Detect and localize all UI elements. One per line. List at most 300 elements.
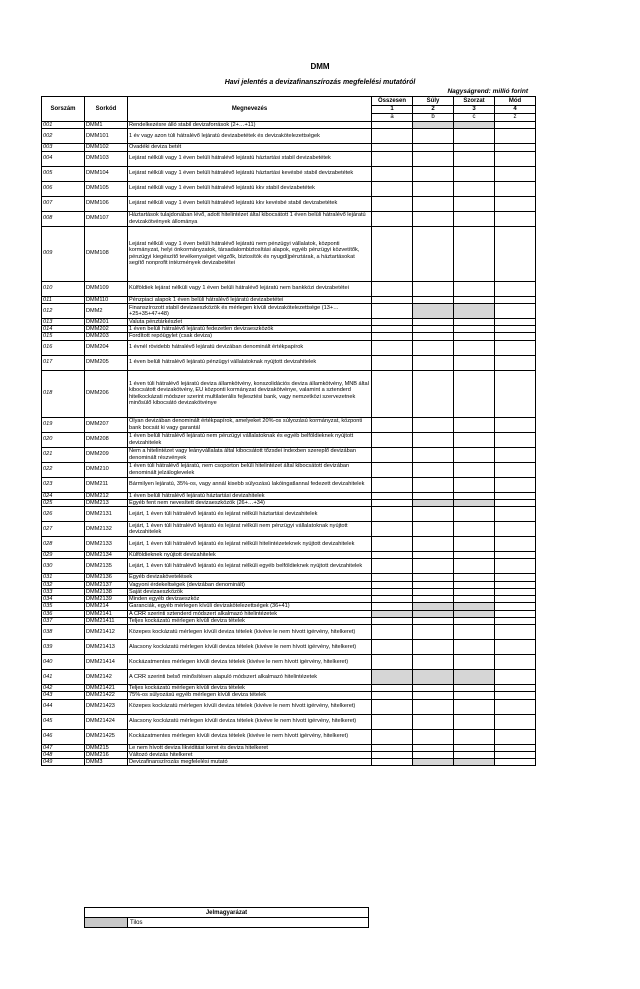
- row-megnevezes: Lejárat nélküli vagy 1 éven belüli hátralévő lejáratú nem pénzügyi vállalatok, központi kormányzat, helyi önkormányzatok, társadalombiztosítási alapok, egyéb pénzügyi közvetítők, pénzügyi kiegészítő tevékenységet végzők, biztosítók és nyugdíjpénztárak, a háztartásokat segítő nonprofit intézmények devizabetétei: [128, 226, 372, 281]
- cell-szorzat[interactable]: [454, 714, 495, 729]
- cell-mod[interactable]: [495, 166, 536, 181]
- cell-mod[interactable]: [495, 640, 536, 655]
- cell-mod[interactable]: [495, 303, 536, 318]
- cell-suly[interactable]: [413, 596, 454, 603]
- cell-osszesen[interactable]: [372, 699, 413, 714]
- cell-suly[interactable]: [413, 655, 454, 670]
- table-row: [42, 462, 536, 477]
- cell-suly[interactable]: [413, 507, 454, 522]
- table-row: [42, 537, 536, 552]
- row-sorszam: 027: [42, 522, 85, 537]
- cell-osszesen[interactable]: [372, 574, 413, 581]
- report-table: [41, 96, 536, 766]
- table-row: [42, 477, 536, 492]
- row-sorkod: DMM208: [85, 432, 128, 447]
- cell-suly[interactable]: [413, 462, 454, 477]
- cell-osszesen[interactable]: [372, 340, 413, 355]
- cell-suly[interactable]: [413, 355, 454, 370]
- cell-szorzat[interactable]: [454, 462, 495, 477]
- cell-mod[interactable]: [495, 625, 536, 640]
- cell-mod[interactable]: [495, 226, 536, 281]
- cell-osszesen[interactable]: [372, 552, 413, 559]
- cell-suly[interactable]: [413, 166, 454, 181]
- cell-suly[interactable]: [413, 699, 454, 714]
- cell-mod[interactable]: [495, 522, 536, 537]
- cell-suly[interactable]: [413, 281, 454, 296]
- cell-osszesen[interactable]: [372, 333, 413, 340]
- cell-suly[interactable]: [413, 744, 454, 751]
- cell-szorzat[interactable]: [454, 370, 495, 417]
- cell-szorzat[interactable]: [454, 432, 495, 447]
- cell-osszesen[interactable]: [372, 370, 413, 417]
- row-sorkod: DMM2141: [85, 610, 128, 617]
- row-sorkod: DMM2138: [85, 588, 128, 595]
- cell-szorzat[interactable]: [454, 151, 495, 166]
- cell-suly[interactable]: [413, 370, 454, 417]
- cell-mod[interactable]: [495, 333, 536, 340]
- cell-suly-forbidden: [413, 603, 454, 610]
- cell-szorzat[interactable]: [454, 588, 495, 595]
- row-megnevezes: Kockázatmentes mérlegen kívüli deviza tételek (kivéve le nem hívott igérvény, hitelkeret): [128, 729, 372, 744]
- row-megnevezes: Külföldiek lejárat nélküli vagy 1 éven belüli hátralévő lejáratú nem bankközi devizabetétei: [128, 281, 372, 296]
- cell-osszesen[interactable]: [372, 226, 413, 281]
- cell-suly[interactable]: [413, 552, 454, 559]
- cell-mod[interactable]: [495, 129, 536, 144]
- row-sorkod: DMM2136: [85, 574, 128, 581]
- cell-suly-forbidden: [413, 122, 454, 129]
- cell-szorzat[interactable]: [454, 685, 495, 692]
- cell-suly[interactable]: [413, 477, 454, 492]
- cell-osszesen[interactable]: [372, 751, 413, 758]
- cell-szorzat[interactable]: [454, 692, 495, 699]
- cell-mod[interactable]: [495, 318, 536, 325]
- cell-suly[interactable]: [413, 729, 454, 744]
- cell-mod[interactable]: [495, 751, 536, 758]
- cell-suly[interactable]: [413, 581, 454, 588]
- cell-mod[interactable]: [495, 685, 536, 692]
- row-megnevezes: Finanszírozott stabil devizaeszközök és mérlegen kívüli devizakötelezettsége (13+…+25+35+47+48): [128, 303, 372, 318]
- table-row: [42, 640, 536, 655]
- cell-osszesen[interactable]: [372, 588, 413, 595]
- row-sorszam: 033: [42, 588, 85, 595]
- cell-mod[interactable]: [495, 296, 536, 303]
- cell-mod[interactable]: [495, 744, 536, 751]
- row-megnevezes: Devizafinanszírozás megfelelési mutató: [128, 759, 372, 766]
- cell-suly[interactable]: [413, 326, 454, 333]
- table-row: [42, 151, 536, 166]
- row-sorszam: 045: [42, 714, 85, 729]
- cell-suly[interactable]: [413, 144, 454, 151]
- cell-szorzat[interactable]: [454, 318, 495, 325]
- table-row: [42, 507, 536, 522]
- cell-szorzat[interactable]: [454, 492, 495, 499]
- row-sorszam: 031: [42, 574, 85, 581]
- cell-mod[interactable]: [495, 462, 536, 477]
- cell-mod[interactable]: [495, 559, 536, 574]
- row-megnevezes: Egyéb devizakövetelések: [128, 574, 372, 581]
- row-sorkod: DMM109: [85, 281, 128, 296]
- cell-szorzat[interactable]: [454, 355, 495, 370]
- row-megnevezes: Lejárat nélküli vagy 1 éven belüli hátralévő lejáratú kkv stabil devizabetétek: [128, 181, 372, 196]
- cell-szorzat[interactable]: [454, 640, 495, 655]
- cell-szorzat[interactable]: [454, 625, 495, 640]
- cell-osszesen[interactable]: [372, 477, 413, 492]
- row-sorszam: 038: [42, 625, 85, 640]
- cell-osszesen[interactable]: [372, 714, 413, 729]
- cell-szorzat[interactable]: [454, 296, 495, 303]
- cell-osszesen[interactable]: [372, 692, 413, 699]
- cell-mod[interactable]: [495, 499, 536, 506]
- cell-suly[interactable]: [413, 296, 454, 303]
- row-sorkod: DMM210: [85, 462, 128, 477]
- cell-osszesen[interactable]: [372, 617, 413, 624]
- header-letter-c: c: [454, 114, 495, 122]
- cell-osszesen[interactable]: [372, 685, 413, 692]
- row-sorkod: DMM212: [85, 492, 128, 499]
- row-megnevezes: Nem a hitelintézet vagy leányvállalata által kibocsátott tőzsdei indexben szereplő devizában denominált részvények: [128, 447, 372, 462]
- row-megnevezes: Garanciák, egyéb mérlegen kívüli devizakötelezettségek (36+41): [128, 603, 372, 610]
- row-sorszam: 002: [42, 129, 85, 144]
- row-megnevezes: 1 éven túli hátralévő lejáratú, nem csoporton belüli hitelintézet által kibocsátott devizában denominált jelzáloglevelek: [128, 462, 372, 477]
- cell-szorzat[interactable]: [454, 729, 495, 744]
- cell-mod[interactable]: [495, 477, 536, 492]
- table-row: [42, 296, 536, 303]
- cell-suly[interactable]: [413, 588, 454, 595]
- cell-osszesen[interactable]: [372, 447, 413, 462]
- cell-osszesen[interactable]: [372, 603, 413, 610]
- cell-osszesen[interactable]: [372, 462, 413, 477]
- cell-mod[interactable]: [495, 759, 536, 766]
- cell-osszesen[interactable]: [372, 318, 413, 325]
- cell-szorzat[interactable]: [454, 129, 495, 144]
- cell-osszesen[interactable]: [372, 181, 413, 196]
- row-sorkod: DMM203: [85, 333, 128, 340]
- cell-mod[interactable]: [495, 596, 536, 603]
- cell-mod[interactable]: [495, 492, 536, 499]
- row-sorkod: DMM106: [85, 196, 128, 211]
- cell-osszesen[interactable]: [372, 507, 413, 522]
- cell-mod[interactable]: [495, 699, 536, 714]
- cell-szorzat[interactable]: [454, 699, 495, 714]
- cell-mod[interactable]: [495, 574, 536, 581]
- table-row: [42, 617, 536, 624]
- table-row: [42, 447, 536, 462]
- cell-suly[interactable]: [413, 447, 454, 462]
- row-megnevezes: Háztartások tulajdonában lévő, adott hitelintézet által kibocsátott 1 éven belüli hátralévő lejáratú devizakötvények állománya: [128, 211, 372, 226]
- cell-szorzat[interactable]: [454, 559, 495, 574]
- row-sorkod: DMM21413: [85, 640, 128, 655]
- cell-osszesen[interactable]: [372, 625, 413, 640]
- row-sorkod: DMM21424: [85, 714, 128, 729]
- cell-szorzat[interactable]: [454, 211, 495, 226]
- cell-szorzat[interactable]: [454, 552, 495, 559]
- table-row: [42, 744, 536, 751]
- row-megnevezes: Lejárt, 1 éven túli hátralévő lejáratú és lejárat nélküli háztartási devizahitelek: [128, 507, 372, 522]
- cell-osszesen[interactable]: [372, 151, 413, 166]
- cell-osszesen[interactable]: [372, 281, 413, 296]
- cell-mod[interactable]: [495, 340, 536, 355]
- cell-mod[interactable]: [495, 447, 536, 462]
- cell-szorzat[interactable]: [454, 417, 495, 432]
- cell-mod[interactable]: [495, 355, 536, 370]
- row-sorkod: DMM206: [85, 370, 128, 417]
- cell-szorzat[interactable]: [454, 574, 495, 581]
- cell-mod[interactable]: [495, 144, 536, 151]
- report-title: DMM: [310, 62, 330, 71]
- cell-szorzat[interactable]: [454, 226, 495, 281]
- cell-suly[interactable]: [413, 574, 454, 581]
- row-sorkod: DMM21422: [85, 692, 128, 699]
- cell-suly[interactable]: [413, 537, 454, 552]
- row-sorszam: 016: [42, 340, 85, 355]
- cell-osszesen[interactable]: [372, 432, 413, 447]
- header-num-3: 3: [454, 106, 495, 114]
- table-row: [42, 552, 536, 559]
- table-row: [42, 729, 536, 744]
- header-sorszam: Sorszám: [42, 97, 85, 122]
- cell-osszesen[interactable]: [372, 522, 413, 537]
- cell-suly[interactable]: [413, 714, 454, 729]
- cell-suly[interactable]: [413, 226, 454, 281]
- cell-szorzat[interactable]: [454, 537, 495, 552]
- cell-suly[interactable]: [413, 417, 454, 432]
- cell-szorzat[interactable]: [454, 281, 495, 296]
- cell-mod[interactable]: [495, 610, 536, 617]
- row-megnevezes: Lejárat nélküli vagy 1 éven belüli hátralévő lejáratú háztartási stabil devizabetétek: [128, 151, 372, 166]
- header-sorkod: Sorkód: [85, 97, 128, 122]
- cell-mod[interactable]: [495, 507, 536, 522]
- row-sorkod: DMM21412: [85, 625, 128, 640]
- table-row: [42, 318, 536, 325]
- cell-suly[interactable]: [413, 432, 454, 447]
- row-sorkod: DMM110: [85, 296, 128, 303]
- table-row: [42, 759, 536, 766]
- row-sorszam: 035: [42, 603, 85, 610]
- row-sorkod: DMM3: [85, 759, 128, 766]
- legend-item-label: Tilos: [128, 918, 369, 928]
- cell-osszesen[interactable]: [372, 581, 413, 588]
- cell-osszesen[interactable]: [372, 759, 413, 766]
- legend: [84, 907, 369, 928]
- table-row: [42, 166, 536, 181]
- cell-szorzat-forbidden: [454, 603, 495, 610]
- cell-mod[interactable]: [495, 281, 536, 296]
- cell-suly-forbidden: [413, 499, 454, 506]
- cell-suly[interactable]: [413, 559, 454, 574]
- row-sorszam: 019: [42, 417, 85, 432]
- report-subtitle: Havi jelentés a devizafinanszírozás megfelelési mutatóról: [224, 79, 416, 86]
- row-sorkod: DMM21421: [85, 685, 128, 692]
- cell-osszesen[interactable]: [372, 499, 413, 506]
- cell-mod[interactable]: [495, 417, 536, 432]
- cell-suly[interactable]: [413, 522, 454, 537]
- cell-suly[interactable]: [413, 692, 454, 699]
- cell-szorzat[interactable]: [454, 617, 495, 624]
- cell-mod[interactable]: [495, 211, 536, 226]
- row-sorszam: 043: [42, 692, 85, 699]
- cell-suly[interactable]: [413, 492, 454, 499]
- cell-szorzat[interactable]: [454, 581, 495, 588]
- table-row: [42, 326, 536, 333]
- cell-osszesen-forbidden: [372, 610, 413, 617]
- cell-mod[interactable]: [495, 581, 536, 588]
- cell-osszesen[interactable]: [372, 417, 413, 432]
- cell-osszesen[interactable]: [372, 144, 413, 151]
- row-megnevezes: Közepes kockázatú mérlegen kívüli deviza tételek (kivéve le nem hívott igérvény, hitelkeret): [128, 699, 372, 714]
- cell-szorzat[interactable]: [454, 447, 495, 462]
- row-megnevezes: Teljes kockázatú mérlegen kívüli deviza tételek: [128, 617, 372, 624]
- cell-osszesen[interactable]: [372, 296, 413, 303]
- cell-suly[interactable]: [413, 617, 454, 624]
- cell-suly[interactable]: [413, 129, 454, 144]
- row-megnevezes: A CRR szerinti sztenderd módszert alkalmazó hitelintézetek: [128, 610, 372, 617]
- cell-osszesen[interactable]: [372, 122, 413, 129]
- cell-szorzat[interactable]: [454, 596, 495, 603]
- row-megnevezes: 1 éven belüli hátralévő lejáratú pénzügyi vállalatoknak nyújtott devizahitelek: [128, 355, 372, 370]
- cell-osszesen[interactable]: [372, 559, 413, 574]
- table-row: [42, 603, 536, 610]
- row-megnevezes: 1 évnél rövidebb hátralévő lejáratú devizában denominált értékpapírok: [128, 340, 372, 355]
- row-sorszam: 023: [42, 477, 85, 492]
- cell-mod[interactable]: [495, 588, 536, 595]
- cell-szorzat-forbidden: [454, 759, 495, 766]
- cell-suly[interactable]: [413, 196, 454, 211]
- table-row: [42, 196, 536, 211]
- row-sorkod: DMM2131: [85, 507, 128, 522]
- cell-mod[interactable]: [495, 181, 536, 196]
- row-megnevezes: Lejárat nélküli vagy 1 éven belüli hátralévő lejáratú háztartási kevésbé stabil devizabetétek: [128, 166, 372, 181]
- row-megnevezes: Közepes kockázatú mérlegen kívüli deviza tételek (kivéve le nem hívott igérvény, hitelkeret): [128, 625, 372, 640]
- cell-szorzat-forbidden: [454, 670, 495, 685]
- cell-mod[interactable]: [495, 151, 536, 166]
- cell-szorzat[interactable]: [454, 196, 495, 211]
- cell-mod[interactable]: [495, 692, 536, 699]
- row-sorszam: 020: [42, 432, 85, 447]
- row-megnevezes: Külföldieknek nyújtott devizahitelek: [128, 552, 372, 559]
- cell-osszesen[interactable]: [372, 655, 413, 670]
- cell-mod[interactable]: [495, 196, 536, 211]
- row-sorszam: 022: [42, 462, 85, 477]
- cell-mod[interactable]: [495, 552, 536, 559]
- cell-suly[interactable]: [413, 333, 454, 340]
- row-sorszam: 040: [42, 655, 85, 670]
- cell-suly[interactable]: [413, 751, 454, 758]
- cell-szorzat-forbidden: [454, 610, 495, 617]
- cell-osszesen[interactable]: [372, 537, 413, 552]
- cell-mod[interactable]: [495, 655, 536, 670]
- cell-suly[interactable]: [413, 340, 454, 355]
- cell-osszesen[interactable]: [372, 744, 413, 751]
- cell-szorzat[interactable]: [454, 166, 495, 181]
- cell-szorzat[interactable]: [454, 507, 495, 522]
- table-row: [42, 370, 536, 417]
- row-sorszam: 015: [42, 333, 85, 340]
- table-body: [42, 122, 536, 766]
- cell-osszesen[interactable]: [372, 166, 413, 181]
- cell-suly[interactable]: [413, 151, 454, 166]
- row-sorkod: DMM2134: [85, 552, 128, 559]
- row-megnevezes: Lejárat nélküli vagy 1 éven belüli hátralévő lejáratú kkv kevésbé stabil devizabetétek: [128, 196, 372, 211]
- row-megnevezes: Lejárt, 1 éven túli hátralévő lejáratú és lejárat nélküli nem pénzügyi vállalatoknak nyújtott devizahitelek: [128, 522, 372, 537]
- cell-osszesen[interactable]: [372, 196, 413, 211]
- cell-szorzat[interactable]: [454, 744, 495, 751]
- table-row: [42, 588, 536, 595]
- cell-szorzat[interactable]: [454, 751, 495, 758]
- row-sorszam: 021: [42, 447, 85, 462]
- cell-mod[interactable]: [495, 432, 536, 447]
- row-megnevezes: 1 éven belüli hátralévő lejáratú háztartási devizahitelek: [128, 492, 372, 499]
- row-megnevezes: Lejárt, 1 éven túli hátralévő lejáratú és lejárat nélküli hitelintézeteknek nyújtott devizahitelek: [128, 537, 372, 552]
- row-sorszam: 006: [42, 181, 85, 196]
- table-row: [42, 559, 536, 574]
- cell-suly[interactable]: [413, 625, 454, 640]
- cell-suly[interactable]: [413, 318, 454, 325]
- cell-szorzat[interactable]: [454, 181, 495, 196]
- cell-suly-forbidden: [413, 670, 454, 685]
- cell-osszesen[interactable]: [372, 492, 413, 499]
- cell-osszesen[interactable]: [372, 729, 413, 744]
- cell-osszesen[interactable]: [372, 596, 413, 603]
- cell-mod[interactable]: [495, 714, 536, 729]
- cell-szorzat[interactable]: [454, 144, 495, 151]
- cell-osszesen[interactable]: [372, 129, 413, 144]
- cell-osszesen[interactable]: [372, 355, 413, 370]
- cell-suly[interactable]: [413, 211, 454, 226]
- cell-suly[interactable]: [413, 181, 454, 196]
- row-sorkod: DMM104: [85, 166, 128, 181]
- table-row: [42, 303, 536, 318]
- row-sorkod: DMM21411: [85, 617, 128, 624]
- row-sorkod: DMM2132: [85, 522, 128, 537]
- cell-osszesen[interactable]: [372, 211, 413, 226]
- cell-osszesen[interactable]: [372, 303, 413, 318]
- cell-szorzat[interactable]: [454, 340, 495, 355]
- table-row: [42, 596, 536, 603]
- cell-szorzat[interactable]: [454, 333, 495, 340]
- cell-mod[interactable]: [495, 729, 536, 744]
- row-sorkod: DMM205: [85, 355, 128, 370]
- cell-szorzat-forbidden: [454, 303, 495, 318]
- cell-szorzat[interactable]: [454, 477, 495, 492]
- cell-mod[interactable]: [495, 370, 536, 417]
- cell-mod[interactable]: [495, 603, 536, 610]
- cell-suly[interactable]: [413, 640, 454, 655]
- row-megnevezes: Lejárt, 1 éven túli hátralévő lejáratú és lejárat nélküli egyéb belföldieknek nyújtott devizahitelek: [128, 559, 372, 574]
- cell-osszesen[interactable]: [372, 326, 413, 333]
- cell-mod[interactable]: [495, 122, 536, 129]
- row-megnevezes: Kockázatmentes mérlegen kívüli deviza tételek (kivéve le nem hívott igérvény, hitelkeret): [128, 655, 372, 670]
- cell-mod[interactable]: [495, 670, 536, 685]
- row-sorszam: 048: [42, 751, 85, 758]
- table-row: [42, 333, 536, 340]
- cell-szorzat[interactable]: [454, 655, 495, 670]
- cell-szorzat[interactable]: [454, 326, 495, 333]
- cell-mod[interactable]: [495, 617, 536, 624]
- row-megnevezes: Változó devizás hitelkeret: [128, 751, 372, 758]
- table-row: [42, 226, 536, 281]
- cell-mod[interactable]: [495, 326, 536, 333]
- row-sorkod: DMM1: [85, 122, 128, 129]
- cell-suly[interactable]: [413, 685, 454, 692]
- cell-mod[interactable]: [495, 537, 536, 552]
- cell-osszesen[interactable]: [372, 640, 413, 655]
- cell-szorzat[interactable]: [454, 522, 495, 537]
- row-sorkod: DMM21425: [85, 729, 128, 744]
- legend-swatch: [85, 918, 128, 928]
- row-sorszam: 004: [42, 151, 85, 166]
- header-col-szorzat: Szorzat: [454, 97, 495, 106]
- table-row: [42, 670, 536, 685]
